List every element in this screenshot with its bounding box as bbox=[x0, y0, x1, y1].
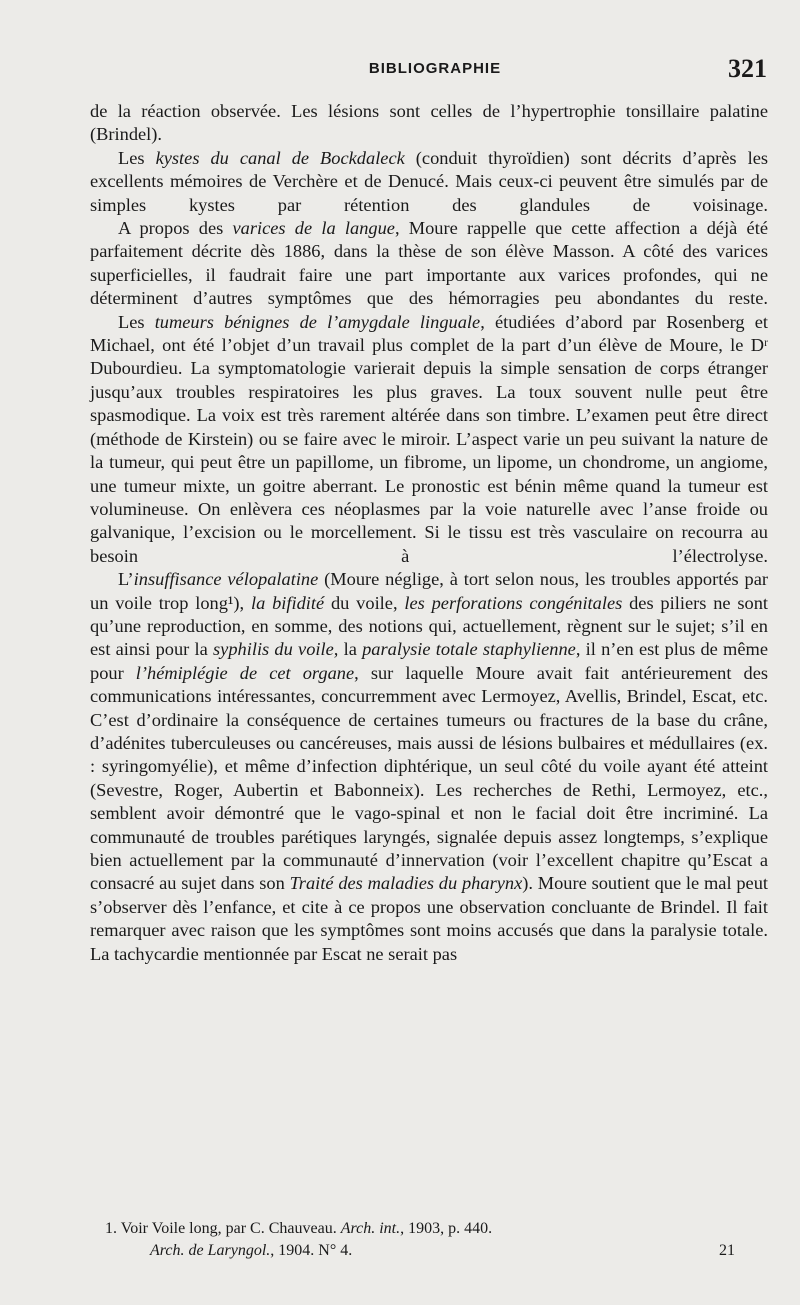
text-segment: (Moure néglige, à tort selon nous, les troubles apportés par un voile trop long¹), bbox=[90, 569, 769, 613]
text-segment: A propos des bbox=[118, 218, 233, 239]
footnote-text: Voir Voile long, par C. Chauveau. bbox=[120, 1220, 337, 1237]
text-segment: du voile, bbox=[324, 592, 405, 613]
page-number: 321 bbox=[728, 54, 767, 83]
body-text bbox=[90, 100, 768, 966]
text-segment: de la réaction observée. Les lésions sont celles de l’hypertrophie tonsillaire palatine (Brindel). bbox=[90, 101, 768, 145]
text-segment: L’ bbox=[118, 569, 134, 590]
italic-segment: tumeurs bénignes de l’amygdale linguale bbox=[154, 311, 481, 332]
text-segment: Les bbox=[118, 147, 156, 168]
footnote bbox=[105, 1218, 735, 1240]
paragraph bbox=[90, 100, 768, 147]
text-segment: la bbox=[338, 639, 363, 660]
italic-segment: syphilis du voile, bbox=[213, 639, 339, 660]
text-segment: , il n’en est plus de même pour bbox=[90, 639, 768, 683]
footnote-number: 1. bbox=[105, 1220, 117, 1237]
paragraph bbox=[90, 147, 768, 217]
text-segment: , sur laquelle Moure avait fait antérieurement des communications intéressantes, concurremment avec Lermoyez, Avellis, Brindel, Escat, etc. C’est d’ordinaire la conséquence de certaines tumeurs ou fractures de la base du crâne, d’adénites tuberculeuses ou cancéreuses, mais aussi de lésions bulbaires et médullaires (ex. : syringomyélie), et même d’infection diphtérique, un seul côté du voile ayant été atteint (Sevestre, Roger, Aubertin et Babonneix). Les recherches de Rethi, Lermoyez, etc., semblent avoir démontré que le vago-spinal et non le facial doit être incriminé. La communauté de troubles parétiques laryngés, signalée depuis assez longtemps, s’explique bien actuellement par la communauté d’innervation (voir l’excellent chapitre qu’Escat a consacré au sujet dans son bbox=[90, 662, 769, 894]
text-segment: , Moure rappelle que cette affection a déjà été parfaitement décrite dès 1886, dans la thèse de son élève Masson. A côté des varices superficielles, il faudrait faire une part importante aux varices profondes, qui ne déterminent d’autres symptômes que des hémorragies peu abondantes du reste. bbox=[90, 218, 768, 309]
footnote-text-after: , 1903, p. 440. bbox=[400, 1220, 493, 1237]
signature-details: , 1904. N° 4. bbox=[270, 1242, 353, 1259]
text-segment: , étudiées d’abord par Rosenberg et Michael, ont été l’objet d’un travail plus complet de la part d’un élève de Moure, le Dʳ Dubourdieu. La symptomatologie varierait depuis la simple sensation de corps étranger jusqu’aux troubles respiratoires les plus graves. La toux souvent nulle peut être spasmodique. La voix est très rarement altérée dans son timbre. L’examen peut être direct (méthode de Kirstein) ou se faire avec le miroir. L’aspect varie un peu suivant la nature de la tumeur, qui peut être un papillome, un fibrome, un lipome, un chondrome, un angiome, une tumeur mixte, un goitre aberrant. Le pronostic est bénin même quand la tumeur est volumineuse. On enlèvera ces néoplasmes par la voie naturelle avec l’anse froide ou galvanique, l’excision ou le morcellement. Si le tissu est très vasculaire on recourra au besoin à l’électrolyse. bbox=[90, 311, 768, 566]
footnote-journal: Arch. int. bbox=[340, 1220, 401, 1237]
italic-segment: l’hémiplégie de cet organe bbox=[135, 662, 355, 683]
italic-segment: Traité des maladies du pharynx bbox=[289, 873, 523, 894]
italic-segment: les perforations congénitales bbox=[404, 592, 623, 613]
italic-segment: la bifidité bbox=[250, 592, 325, 613]
text-segment: (conduit thyroïdien) sont décrits d’après les excellents mémoires de Verchère et de Denucé. Mais ceux-ci peuvent être simulés par de simples kystes par rétention des glandules de voisinage. bbox=[90, 147, 769, 215]
text-segment: des piliers ne sont qu’une reproduction, en somme, des notions qui, actuellement, règnent sur le sujet; s’il en est ainsi pour la bbox=[90, 592, 769, 660]
text-segment: Les bbox=[118, 311, 155, 332]
page-header bbox=[95, 54, 775, 86]
paragraph bbox=[90, 217, 768, 311]
footnotes bbox=[105, 1218, 735, 1262]
text-segment: ). Moure soutient que le mal peut s’observer dès l’enfance, et cite à ce propos une observation concluante de Brindel. Il fait remarquer avec raison que les symptômes sont moins accusés que dans la paralysie totale. La tachycardie mentionnée par Escat ne serait pas bbox=[90, 873, 768, 964]
signature-journal: Arch. de Laryngol. bbox=[150, 1242, 271, 1259]
printer-signature bbox=[105, 1240, 735, 1262]
paragraph bbox=[90, 568, 768, 966]
italic-segment: varices de la langue bbox=[232, 218, 395, 239]
italic-segment: insuffisance vélopalatine bbox=[133, 569, 319, 590]
running-title: BIBLIOGRAPHIE bbox=[368, 60, 502, 77]
sheet-number: 21 bbox=[719, 1242, 735, 1259]
paragraph bbox=[90, 311, 768, 568]
italic-segment: kystes du canal de Bockdaleck bbox=[155, 147, 405, 168]
italic-segment: paralysie totale staphylienne bbox=[362, 639, 576, 660]
